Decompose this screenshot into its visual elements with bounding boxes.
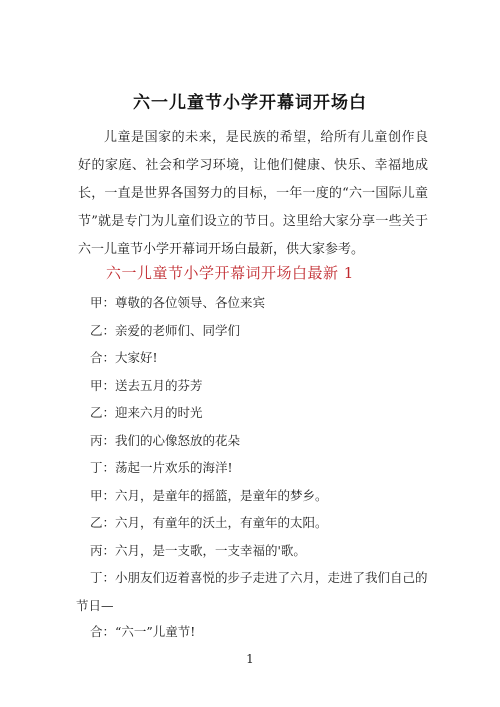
dialogue-line: 乙：亲爱的老师们、同学们 [90, 322, 241, 338]
page-number: 1 [246, 652, 254, 666]
dialogue-line: 甲：六月，是童年的摇篮，是童年的梦乡。 [90, 487, 328, 503]
dialogue-line: 丙：六月，是一支歌，一支幸福的'歌。 [90, 542, 306, 558]
dialogue-line: 合：“六一”儿童节! [90, 624, 196, 639]
dialogue-line: 丙：我们的心像怒放的花朵 [90, 432, 241, 448]
dialogue-line: 乙：六月，有童年的沃土，有童年的太阳。 [90, 515, 328, 530]
dialogue-list [76, 294, 430, 651]
dialogue-line-continuation: 节日— [76, 598, 114, 613]
dialogue-line: 合：大家好! [90, 350, 158, 365]
section-heading: 六一儿童节小学开幕词开场白最新 1 [106, 264, 354, 282]
dialogue-line: 乙：迎来六月的时光 [90, 405, 203, 420]
dialogue-line: 甲：尊敬的各位领导、各位来宾 [90, 295, 266, 310]
document-title: 六一儿童节小学开幕词开场白 [133, 93, 367, 113]
dialogue-line: 甲：送去五月的芬芳 [90, 377, 203, 393]
intro-paragraph: 儿童是国家的未来，是民族的希望，给所有儿童创作良好的家庭、社会和学习环境，让他们健康、快乐、幸福地成长，一直是世界各国努力的目标，一年一度的“六一国际儿童节”就是专门为儿童们设立的节日。这里给大家分享一些关于六一儿童节小学开幕词开场白最新，供大家参考。 [78, 130, 428, 257]
dialogue-line-wrapped [76, 564, 430, 620]
dialogue-line-first: 丁：小朋友们迈着喜悦的步子走进了六月，走进了我们自己的 [90, 570, 428, 585]
dialogue-line: 丁：荡起一片欢乐的海洋! [90, 460, 233, 475]
